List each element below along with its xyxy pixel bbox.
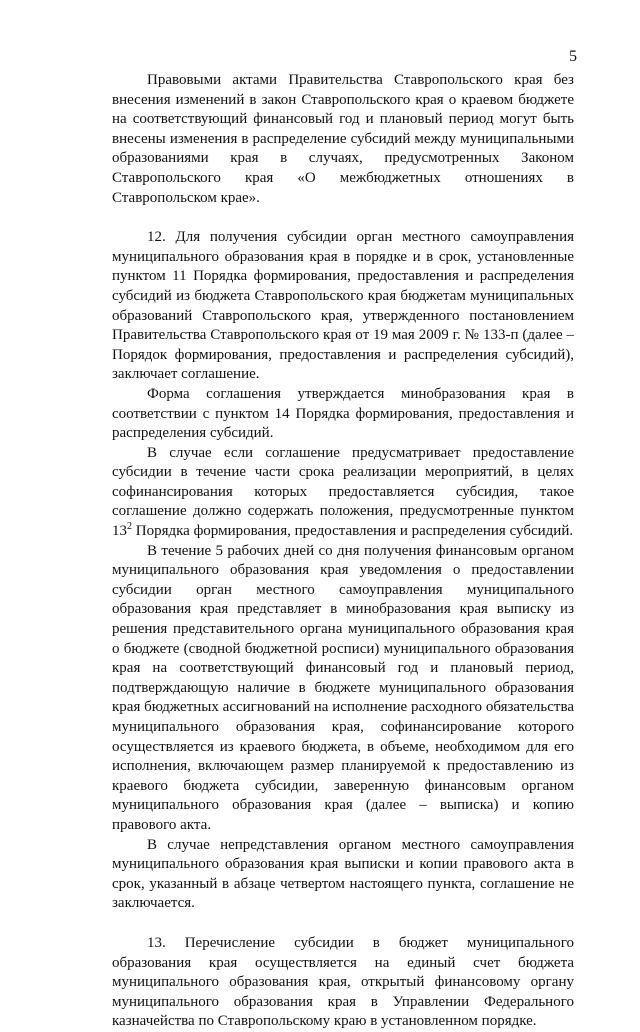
paragraph-extract-submission: В течение 5 рабочих дней со дня получения финансовым органом муниципального образования края уведомления о предоставлении субсидии орган местного самоуправления муниципального образования края представляет в минобразования края выписку из решения представительного органа муниципального образования края о бюджете (сводной бюджетной росписи) муниципального образования края на соответствующий финансовый год и плановый период, подтверждающую наличие в бюджете муниципального образования края бюджетных ассигнований на исполнение расходного обязательства муниципального образования края, софинансирование которого осуществляется из краевого бюджета, в объеме, необходимом для его исполнения, включающем размер планируемой к предоставлению из краевого бюджета субсидии, заверенную финансовым органом муниципального образования края (далее – выписка) и копию правового акта.: [112, 542, 574, 833]
paragraph-agreement-partial-term: [112, 444, 574, 542]
paragraph-item-13: 13. Перечисление субсидии в бюджет муниципального образования края осуществляется на единый счет бюджета муниципального образования края, открытый финансовому органу муниципального образования края в Управлении Федерального казначейства по Ставропольскому краю в установленном порядке.: [112, 934, 574, 1030]
paragraph-item-12: 12. Для получения субсидии орган местного самоуправления муниципального образования края в порядке и в срок, установленные пунктом 11 Порядка формирования, предоставления и распределения субсидий из бюджета Ставропольского края бюджетам муниципальных образований Ставропольского края, утвержденного постановлением Правительства Ставропольского края от 19 мая 2009 г. № 133-п (далее – Порядок формирования, предоставления и распределения субсидий), заключает соглашение.: [112, 229, 574, 383]
paragraph-non-submission: В случае непредставления органом местного самоуправления муниципального образования края выписки и копии правового акта в срок, указанный в абзаце четвертом настоящего пункта, соглашение не заключается.: [112, 836, 574, 912]
page-number: 5: [569, 48, 577, 65]
superscript: 2: [127, 521, 132, 533]
paragraph-agreement-form: Форма соглашения утверждается минобразования края в соответствии с пунктом 14 Порядка формирования, предоставления и распределения субсидий.: [112, 385, 574, 442]
paragraph-subsidy-redistribution: Правовыми актами Правительства Ставропольского края без внесения изменений в закон Ставропольского края о краевом бюджете на соответствующий финансовый год и плановый период могут быть внесены изменения в распределение субсидий между муниципальными образованиями края в случаях, предусмотренных Законом Ставропольского края «О межбюджетных отношениях в Ставропольском крае».: [112, 72, 574, 206]
paragraph-text-part: Порядка формирования, предоставления и распределения субсидий.: [132, 523, 574, 540]
document-body: [112, 71, 574, 1032]
paragraph-text-part: В случае если соглашение предусматривает предоставление субсидии в течение части срока реализации мероприятий, в целях софинансирования которых предоставляется субсидия, такое соглашение должно содержать положения, предусмотренные пунктом 13: [112, 444, 574, 540]
